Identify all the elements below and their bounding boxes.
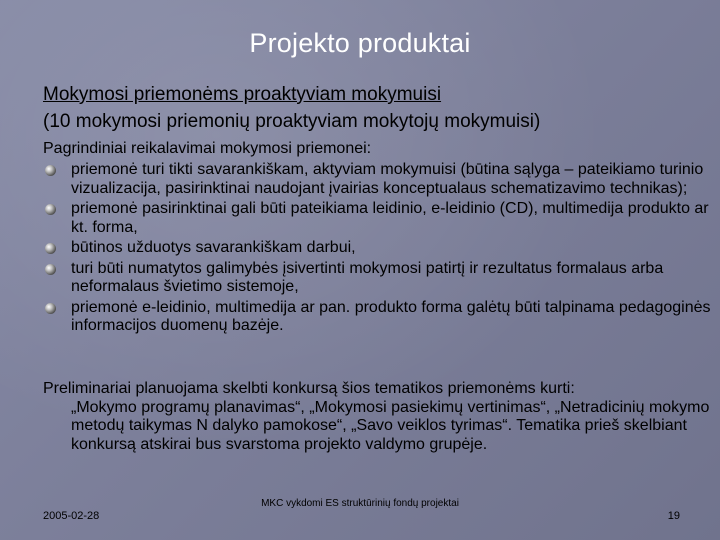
- list-item-text: priemonė pasirinktinai gali būti pateikiama leidinio, e-leidinio (CD), multimedija produkto ar kt. forma,: [71, 200, 709, 236]
- list-item: [43, 299, 715, 336]
- sphere-bullet-icon: [45, 243, 56, 254]
- list-item: [43, 239, 715, 258]
- sphere-bullet-icon: [45, 303, 56, 314]
- closing-first-line: Preliminariai planuojama skelbti konkursą šios tematikos priemonėms kurti:: [43, 380, 575, 397]
- requirements-list: [43, 161, 715, 338]
- list-item-text: priemonė turi tikti savarankiškam, aktyviam mokymuisi (būtina sąlyga – pateikiamo turinio vizualizacija, pasirinktinai naudojant įvairias konceptualaus schematizavimo technikas);: [71, 161, 704, 197]
- subtitle-parenthetical: (10 mokymosi priemonių proaktyviam mokytojų mokymuisi): [43, 111, 541, 132]
- list-item-text: būtinos užduotys savarankiškam darbui,: [71, 239, 356, 256]
- sphere-bullet-icon: [45, 165, 56, 176]
- footer-center-text: MKC vykdomi ES struktūrinių fondų projektai: [261, 498, 459, 509]
- subtitle-underlined: Mokymosi priemonėms proaktyviam mokymuisi: [43, 84, 442, 105]
- page-number: 19: [667, 510, 680, 522]
- closing-paragraph: [43, 380, 715, 454]
- slide-title: Projekto produktai: [249, 28, 471, 58]
- footer-date: 2005-02-28: [43, 510, 100, 522]
- list-item: [43, 200, 715, 237]
- requirements-intro: Pagrindiniai reikalavimai mokymosi priemonei:: [43, 140, 372, 157]
- list-item-text: turi būti numatytos galimybės įsivertinti mokymosi patirtį ir rezultatus formalaus arba neformalaus švietimo sistemoje,: [71, 259, 664, 295]
- sphere-bullet-icon: [45, 204, 56, 215]
- sphere-bullet-icon: [45, 264, 56, 275]
- closing-topics: „Mokymo programų planavimas“, „Mokymosi pasiekimų vertinimas“, „Netradicinių mokymo metodų taikymas N dalyko pamokose“, „Savo veiklos tyrimas“. Tematika prieš skelbiant konkursą atskirai bus svarstoma projekto valdymo grupėje.: [71, 398, 710, 453]
- list-item-text: priemonė e-leidinio, multimedija ar pan. produkto forma galėtų būti talpinama pedagoginės informacijos duomenų bazėje.: [71, 298, 711, 334]
- list-item: [43, 161, 715, 198]
- list-item: [43, 260, 715, 297]
